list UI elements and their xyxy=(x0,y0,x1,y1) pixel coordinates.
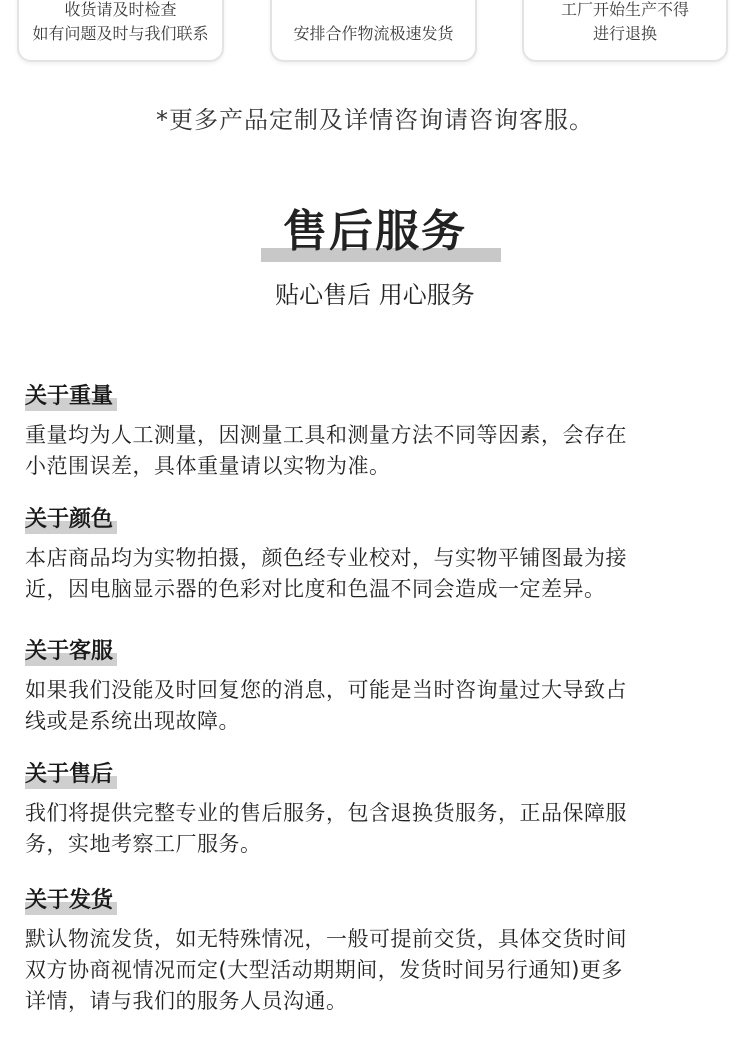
section-heading-text: 关于客服 xyxy=(25,639,114,664)
section-heading xyxy=(25,637,115,667)
card-line: 进行退换 xyxy=(592,24,657,43)
section-customer-service xyxy=(25,637,735,737)
section-body xyxy=(25,675,735,737)
section-after-sales xyxy=(25,760,735,860)
card-line: 收货请及时检查 xyxy=(64,0,177,19)
section-weight xyxy=(25,382,735,482)
card-line: 安排合作物流极速发货 xyxy=(293,24,454,43)
body-line: 近，因电脑显示器的色彩对比度和色温不同会造成一定差异。 xyxy=(25,577,606,601)
section-body xyxy=(25,420,735,482)
body-line: 默认物流发货，如无特殊情况，一般可提前交货，具体交货时间 xyxy=(25,927,627,951)
section-heading-text: 关于售后 xyxy=(25,762,114,787)
card-line: 如有问题及时与我们联系 xyxy=(32,24,209,43)
card-line: 工厂开始生产不得 xyxy=(560,0,689,19)
body-line: 本店商品均为实物拍摄，颜色经专业校对，与实物平铺图最为接 xyxy=(25,546,627,570)
section-heading-text: 关于颜色 xyxy=(25,507,114,532)
body-line: 详情，请与我们的服务人员沟通。 xyxy=(25,989,348,1013)
body-line: 双方协商视情况而定(大型活动期期间，发货时间另行通知)更多 xyxy=(25,958,623,982)
body-line: 如果我们没能及时回复您的消息，可能是当时咨询量过大导致占 xyxy=(25,678,627,702)
body-line: 线或是系统出现故障。 xyxy=(25,709,240,733)
service-card-inspect xyxy=(17,0,224,62)
body-line: 重量均为人工测量，因测量工具和测量方法不同等因素，会存在 xyxy=(25,423,627,447)
page-title: 售后服务 xyxy=(283,206,467,257)
section-heading xyxy=(25,760,115,790)
section-color xyxy=(25,505,735,605)
section-delivery xyxy=(25,886,735,1017)
section-body xyxy=(25,798,735,860)
section-body xyxy=(25,543,735,605)
service-card-shipping xyxy=(270,0,477,62)
section-heading xyxy=(25,886,115,916)
section-heading xyxy=(25,505,115,535)
section-heading-text: 关于发货 xyxy=(25,888,114,913)
section-title xyxy=(0,202,750,266)
body-line: 我们将提供完整专业的售后服务，包含退换货服务，正品保障服 xyxy=(25,801,627,825)
custom-notice: *更多产品定制及详情咨询请咨询客服。 xyxy=(156,106,594,134)
service-card-production xyxy=(522,0,728,62)
body-line: 务，实地考察工厂服务。 xyxy=(25,832,262,856)
page-subtitle: 贴心售后 用心服务 xyxy=(275,281,475,309)
section-heading xyxy=(25,382,115,412)
section-body xyxy=(25,924,735,1017)
service-cards xyxy=(0,0,750,64)
section-heading-text: 关于重量 xyxy=(25,384,114,409)
body-line: 小范围误差，具体重量请以实物为准。 xyxy=(25,454,391,478)
